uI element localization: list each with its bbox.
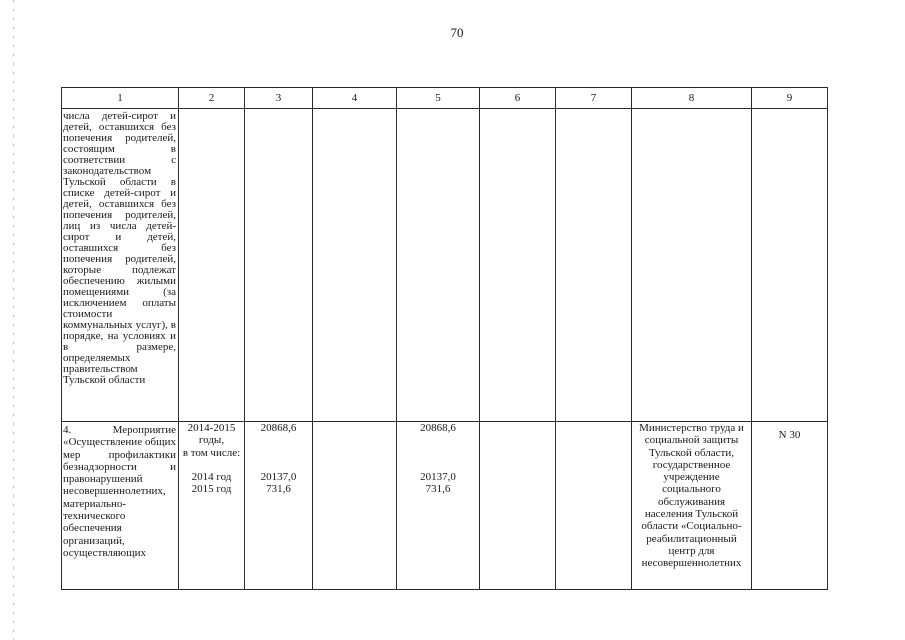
regional-total-value: 20868,6 (420, 422, 456, 434)
row1-cell-4 (313, 109, 397, 422)
table-row (62, 422, 828, 590)
regional-2015-value: 731,6 (425, 483, 451, 496)
scan-edge-line (13, 0, 14, 640)
period-label: 2014-2015 годы, (187, 422, 236, 447)
row2-period-cell (179, 422, 245, 590)
column-header-5: 5 (397, 88, 480, 109)
column-header-7: 7 (556, 88, 632, 109)
funding-2014-value: 20137,0 (260, 471, 297, 484)
page-number: 70 (450, 25, 464, 40)
row1-cell-5 (397, 109, 480, 422)
row1-cell-7 (556, 109, 632, 422)
year-2015-label: 2015 год (191, 483, 232, 496)
row1-description: числа детей-сирот и детей, оставшихся без попечения родителей, состоящим в соответствии с законодательством Тульской области в списке детей-сирот и детей, оставшихся без попечения родителей, лиц из числа детей-сирот и детей, оставшихся без попечения родителей, которые подлежат обеспечению жилыми помещениями (за исключением оплаты стоимости коммунальных услуг), в порядке, на условиях и в размере, определяемых правительством Тульской области (62, 109, 179, 422)
row1-cell-6 (480, 109, 556, 422)
including-label: в том числе: (182, 446, 241, 459)
column-header-6: 6 (480, 88, 556, 109)
indicator-number-cell: N 30 (752, 422, 828, 590)
column-header-4: 4 (313, 88, 397, 109)
total-funding-value: 20868,6 (260, 422, 297, 434)
regional-2014-value: 20137,0 (420, 471, 456, 484)
funding-2015-value: 731,6 (266, 483, 291, 496)
row1-cell-3 (245, 109, 313, 422)
program-activities-table (61, 87, 828, 590)
column-header-1: 1 (62, 88, 179, 109)
column-header-2: 2 (179, 88, 245, 109)
row1-cell-2 (179, 109, 245, 422)
row2-cell-6 (480, 422, 556, 590)
column-header-9: 9 (752, 88, 828, 109)
row1-cell-9 (752, 109, 828, 422)
column-header-8: 8 (632, 88, 752, 109)
row2-description: 4. Мероприятие «Осуществление общих мер профилактики безнадзорности и правонарушений несовершеннолетних, материально-технического обеспечения организаций, осуществляющих (62, 422, 179, 590)
year-2014-label: 2014 год (191, 471, 232, 484)
responsible-executor-cell: Министерство труда и социальной защиты Тульской области, государственное учреждение социального обслуживания населения Тульской области «Социально-реабилитационный центр для несовершеннолетних (632, 422, 752, 590)
column-header-3: 3 (245, 88, 313, 109)
row2-total-funding-cell (245, 422, 313, 590)
header-row (62, 88, 828, 109)
row2-cell-4 (313, 422, 397, 590)
row2-regional-budget-cell (397, 422, 480, 590)
row2-cell-7 (556, 422, 632, 590)
table-row (62, 109, 828, 422)
row1-cell-8 (632, 109, 752, 422)
